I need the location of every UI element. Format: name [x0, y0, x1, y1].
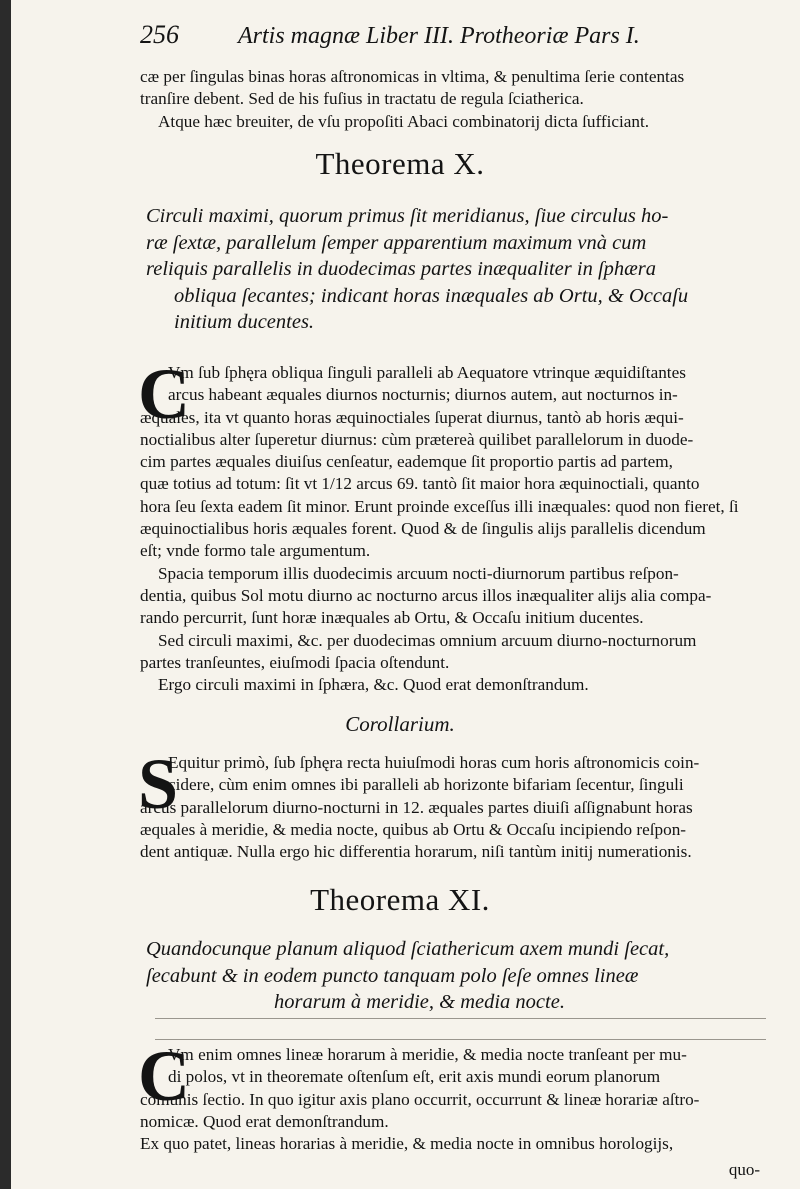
bleed-through-table-rule: [155, 1018, 766, 1040]
statement-line: reliquis parallelis in duodecimas partes inæqualiter in ſphæra: [146, 258, 657, 280]
drop-cap: C: [138, 1036, 190, 1116]
text-line: dent antiquæ. Nulla ergo hic differentia horarum, niſi tantùm initij numerationis.: [140, 842, 692, 862]
text-line: Atque hæc breuiter, de vſu propoſiti Abaci combinatorij dicta ſufficiant.: [158, 111, 650, 131]
argument-line: dentia, quibus Sol motu diurno ac nocturno arcus illos inæqualiter alijs alia compa-: [140, 585, 712, 605]
drop-cap: S: [138, 744, 179, 824]
text-line: noctialibus alter ſuperetur diurnus: cùm prætereà quilibet parallelorum in duode-: [140, 429, 694, 449]
text-line: Equitur primò, ſub ſphęra recta huiuſmodi horas cum horis aſtronomicis coin-: [168, 753, 700, 772]
catchword: quo-: [728, 1160, 760, 1179]
statement-line: horarum à meridie, & media nocte.: [274, 991, 565, 1013]
statement-line: ſecabunt & in eodem puncto tanquam polo ſeſe omnes lineæ: [146, 964, 639, 987]
statement-line: Circuli maximi, quorum primus ſit meridianus, ſiue circulus ho-: [146, 205, 669, 227]
text-line: arcus habeant æquales diurnos nocturnis; diurnos autem, aut nocturnos in-: [168, 385, 678, 405]
text-line: æquales, ita vt quanto horas æquinoctiales ſuperat diurnus, tantò ab horis æqui-: [140, 407, 684, 427]
text-line: Ex quo patet, lineas horarias à meridie, & media nocte in omnibus horologijs,: [140, 1134, 674, 1154]
statement-line: ræ ſextæ, parallelum ſemper apparentium maximum vnà cum: [146, 231, 647, 254]
running-header: [140, 20, 782, 52]
conclusion-line: Ergo circuli maximi in ſphæra, &c. Quod erat demonſtrandum.: [158, 675, 589, 695]
drop-cap: C: [138, 354, 190, 434]
theorem-10-proof: [138, 354, 770, 696]
text-line: Vm ſub ſphęra obliqua ſinguli paralleli ab Aequatore vtrinque æquidiſtantes: [168, 363, 686, 382]
theorem-10-statement: [146, 203, 770, 336]
minor-premise-line: Sed circuli maximi, &c. per duodecimas omnium arcuum diurno-nocturnorum: [158, 630, 697, 650]
statement-line: obliqua ſecantes; indicant horas inæquales ab Ortu, & Occaſu: [174, 284, 689, 307]
text-line: quæ totius ad totum: ſit vt 1/12 arcus 69. tantò ſit maior hora æquinoctiali, quanto: [140, 474, 700, 494]
text-line: cim partes æquales diuiſus cenſeatur, eademque ſit proportio partis ad partem,: [140, 452, 673, 472]
argument-line: Spacia temporum illis duodecimis arcuum nocti-diurnorum partibus reſpon-: [158, 563, 679, 583]
theorem-11-title: Theorema XI.: [310, 882, 490, 917]
text-line: hora ſeu ſexta eadem ſit minor. Erunt proinde exceſſus illi inæquales: quod non fieret, ſi: [140, 496, 739, 516]
text-line: æquales à meridie, & media nocte, quibus ab Ortu & Occaſu incipiendo reſpon-: [140, 819, 687, 839]
text-line: cõmunis ſectio. In quo igitur axis plano occurrit, occurrunt & lineæ horariæ aſtro-: [140, 1089, 700, 1109]
text-line: cæ per ſingulas binas horas aſtronomicas in vltima, & penultima ſerie contentas: [140, 67, 685, 86]
minor-premise-line: partes tranſeuntes, eiuſmodi ſpacia oſtendunt.: [140, 652, 450, 672]
text-line: arcus parallelorum diurno-nocturni in 12. æquales partes diuiſi aſſignabunt horas: [140, 797, 693, 817]
page-number: 256: [140, 20, 179, 49]
statement-line: Quandocunque planum aliquod ſciathericum axem mundi ſecat,: [146, 938, 670, 960]
corollary-body: [138, 744, 770, 863]
text-line: cidere, cùm enim omnes ibi paralleli ab horizonte bifariam ſecentur, ſinguli: [168, 775, 684, 795]
text-line: tranſire debent. Sed de his fuſius in tractatu de regula ſciatherica.: [140, 89, 584, 109]
corollary-title: Corollarium.: [345, 712, 455, 736]
text-line: di polos, vt in theoremate oſtenſum eſt, erit axis mundi eorum planorum: [168, 1067, 661, 1087]
theorem-10-title: Theorema X.: [315, 146, 485, 181]
theorem-11-statement: [146, 936, 770, 1016]
theorem-11-proof: [138, 1036, 770, 1155]
intro-paragraph: [140, 66, 770, 133]
running-title: Artis magnæ Liber III. Protheoriæ Pars I.: [238, 23, 640, 49]
statement-line: initium ducentes.: [174, 311, 315, 333]
text-line: æquinoctialibus horis æquales forent. Quod & de ſingulis alijs parallelis dicendum: [140, 519, 706, 539]
text-line: nomicæ. Quod erat demonſtrandum.: [140, 1111, 389, 1131]
text-line: Vm enim omnes lineæ horarum à meridie, & media nocte tranſeant per mu-: [168, 1045, 687, 1064]
argument-line: rando percurrit, ſunt horæ inæquales ab Ortu, & Occaſu initium ducentes.: [140, 608, 644, 628]
text-line: eſt; vnde formo tale argumentum.: [140, 541, 371, 561]
